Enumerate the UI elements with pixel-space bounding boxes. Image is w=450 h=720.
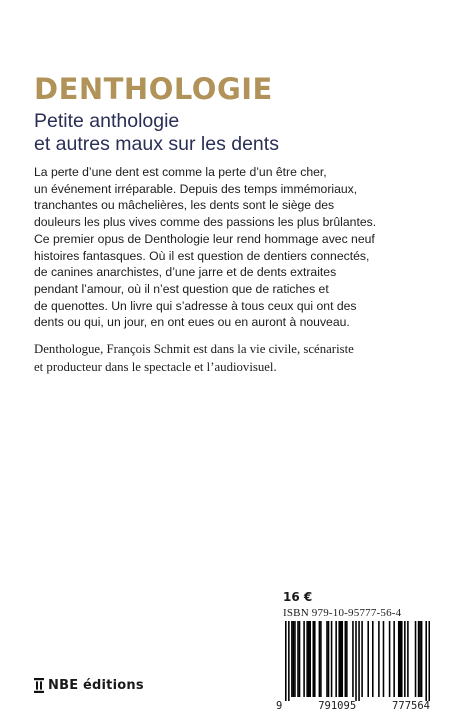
barcode-bar: [361, 621, 363, 697]
barcode-bar: [338, 621, 340, 697]
barcode-bar: [415, 621, 417, 697]
barcode-bar: [421, 621, 423, 697]
barcode-bar: [352, 621, 354, 697]
barcode-bar: [355, 621, 357, 701]
barcode-bar: [328, 621, 330, 697]
isbn-label: ISBN 979-10-95777-56-4: [283, 607, 402, 619]
bio-line: Denthologue, François Schmit est dans la vie civile, scénariste: [34, 342, 354, 356]
barcode-bar: [326, 621, 328, 697]
book-subtitle: [34, 110, 279, 156]
book-spine-icon: [34, 678, 44, 693]
barcode-bar: [293, 621, 295, 697]
barcode-bar: [425, 621, 427, 701]
barcode-bar: [299, 621, 301, 697]
barcode-bar: [331, 621, 333, 697]
barcode-bar: [367, 621, 369, 697]
barcode-digit-group: 9: [276, 700, 283, 712]
barcode-bar: [346, 621, 348, 697]
barcode-bar: [401, 621, 403, 697]
barcode-bar: [358, 621, 360, 701]
barcode-bar: [335, 621, 337, 697]
barcode-icon: [276, 621, 430, 701]
blurb-line: Ce premier opus de Denthologie leur rend hommage avec neuf: [34, 231, 375, 246]
blurb-line: de quenottes. Un livre qui s’adresse à tous ceux qui ont des: [34, 298, 357, 313]
subtitle-line: et autres maux sur les dents: [34, 133, 279, 155]
barcode-bar: [407, 621, 409, 697]
book-title: DENTHOLOGIE: [34, 72, 273, 106]
blurb-line: tranchantes ou mâchelières, les dents sont le siège des: [34, 198, 335, 213]
blurb-line: un événement irréparable. Depuis des temps immémoriaux,: [34, 181, 358, 196]
barcode-bar: [393, 621, 395, 697]
barcode-bar: [341, 621, 343, 697]
blurb-line: de canines anarchistes, d’une jarre et de dents extraites: [34, 265, 337, 280]
blurb-line: La perte d’une dent est comme la perte d’un être cher,: [34, 165, 327, 179]
barcode-bar: [398, 621, 400, 697]
barcode-bar: [309, 621, 311, 697]
publisher-name: NBE éditions: [48, 678, 144, 693]
barcode-bar: [340, 621, 342, 697]
barcode-bar: [294, 621, 296, 697]
barcode-bar: [312, 621, 314, 697]
price-label: 16 €: [283, 590, 313, 604]
blurb-line: douleurs les plus vives comme des passions les plus brûlantes.: [34, 215, 377, 230]
barcode-bar: [320, 621, 322, 697]
blurb-line: pendant l’amour, où il n’est question que de ratiches et: [34, 281, 329, 296]
publisher-logo: [34, 678, 144, 693]
barcode-bar: [291, 621, 293, 697]
barcode-bar: [378, 621, 380, 697]
barcode-bar: [383, 621, 385, 697]
bio-line: et producteur dans le spectacle et l’audiovisuel.: [34, 360, 277, 374]
barcode-bar: [303, 621, 305, 697]
barcode-bar: [319, 621, 321, 697]
author-bio: [34, 340, 434, 376]
book-blurb: [34, 164, 434, 331]
barcode-bar: [418, 621, 420, 697]
subtitle-line: Petite anthologie: [34, 110, 180, 132]
barcode-digits: [276, 700, 430, 712]
barcode-bar: [288, 621, 290, 701]
barcode-bar: [345, 621, 347, 697]
barcode-digit-group: 777564: [392, 700, 430, 712]
barcode-bar: [308, 621, 310, 697]
barcode-bar: [404, 621, 406, 697]
blurb-line: dents ou qui, un jour, en ont eues ou en auront à nouveau.: [34, 315, 350, 330]
barcode-digit-group: 791095: [318, 700, 357, 712]
barcode-bar: [372, 621, 374, 697]
barcode-bar: [285, 621, 287, 701]
barcode-bar: [389, 621, 391, 697]
barcode-bar: [314, 621, 316, 697]
barcode-bar: [297, 621, 299, 697]
barcode-bar: [419, 621, 421, 697]
barcode-bar: [428, 621, 430, 701]
barcode-bar: [306, 621, 308, 697]
barcode-bar: [399, 621, 401, 697]
blurb-line: histoires fantasques. Où il est question de dentiers connectés,: [34, 248, 370, 263]
